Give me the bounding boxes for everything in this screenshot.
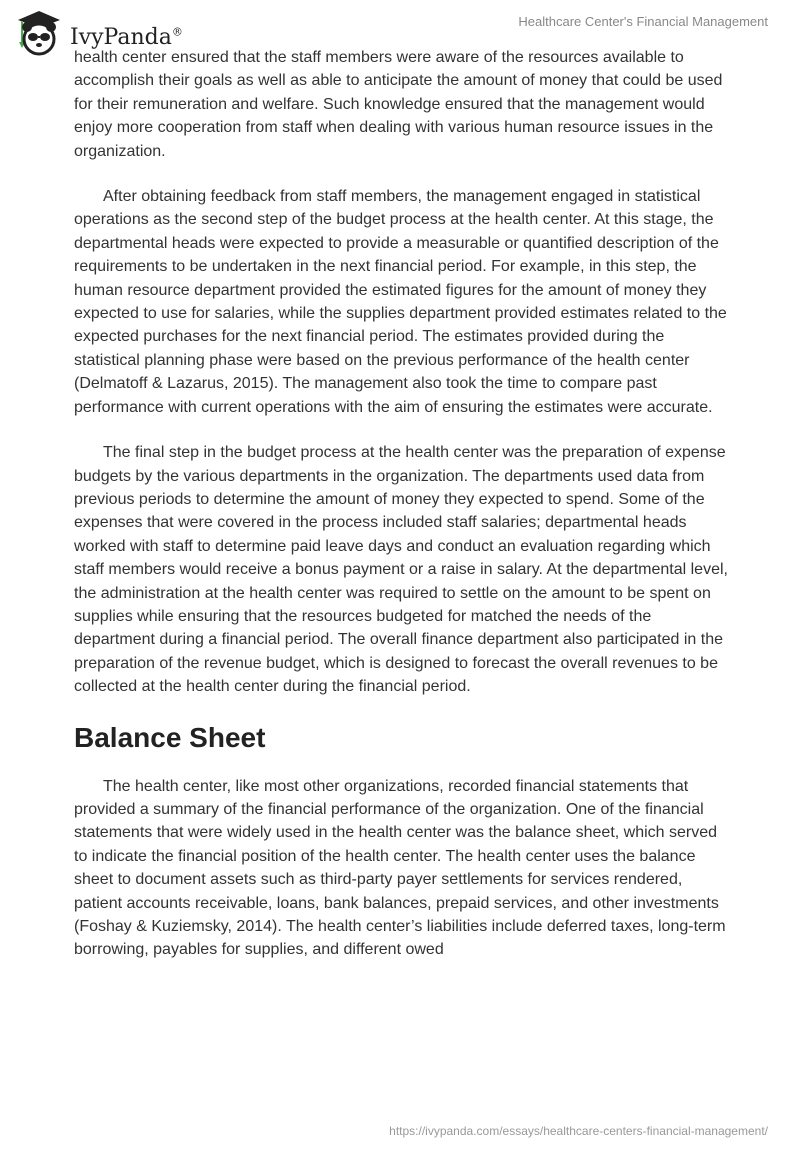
paragraph: The final step in the budget process at the health center was the preparation of expense budgets by the various departments in the organization. The departments used data from previous periods to determine the amount of money they expected to spend. Some of the expenses that were covered in the process included staff salaries; departmental heads worked with staff to determine paid leave days and conduct an evaluation regarding which staff members would receive a bonus payment or a raise in salary. At the departmental level, the administration at the health center was required to settle on the amount to be spent on supplies while ensuring that the resources budgeted for matched the needs of the department during a financial period. The overall finance department also participated in the preparation of the revenue budget, which is designed to forecast the overall revenues to be collected at the health center during the financial period. (74, 444, 728, 696)
paragraph: The health center, like most other organizations, recorded financial statements that provided a summary of the financial performance of the organization. One of the financial statements that were widely used in the health center was the balance sheet, which served to indicate the financial position of the health center. The health center uses the balance sheet to document assets such as third-party payer settlements for services rendered, patient accounts receivable, loans, bank balances, prepaid services, and other investments (Foshay & Kuziemsky, 2014). The health center’s liabilities include deferred taxes, long-term borrowing, payables for supplies, and different owed (74, 777, 726, 959)
paragraph: health center ensured that the staff members were aware of the resources available to accomplish their goals as well as able to anticipate the amount of money that could be used for their remuneration and welfare. Such knowledge ensured that the management would enjoy more cooperation from staff when dealing with various human resource issues in the organization. (74, 49, 723, 160)
essay-content (74, 46, 730, 984)
source-url[interactable]: https://ivypanda.com/essays/healthcare-centers-financial-management/ (389, 1124, 768, 1138)
panda-logo-icon (14, 8, 64, 58)
section-heading: Balance Sheet (74, 721, 266, 753)
logo-text: IvyPanda® (70, 24, 183, 50)
paragraph: After obtaining feedback from staff members, the management engaged in statistical operations as the second step of the budget process at the health center. At this stage, the departmental heads were expected to provide a measurable or quantified description of the requirements to be undertaken in the next financial period. For example, in this step, the human resource department provided the estimated figures for the amount of money they expected to use for salaries, while the supplies department provided estimates related to the expected purchases for the next financial period. The estimates provided during the statistical planning phase were based on the previous performance of the health center (Delmatoff & Lazarus, 2015). The management also took the time to compare past performance with current operations with the aim of ensuring the estimates were accurate. (74, 188, 727, 416)
document-title: Healthcare Center's Financial Management (518, 14, 768, 29)
